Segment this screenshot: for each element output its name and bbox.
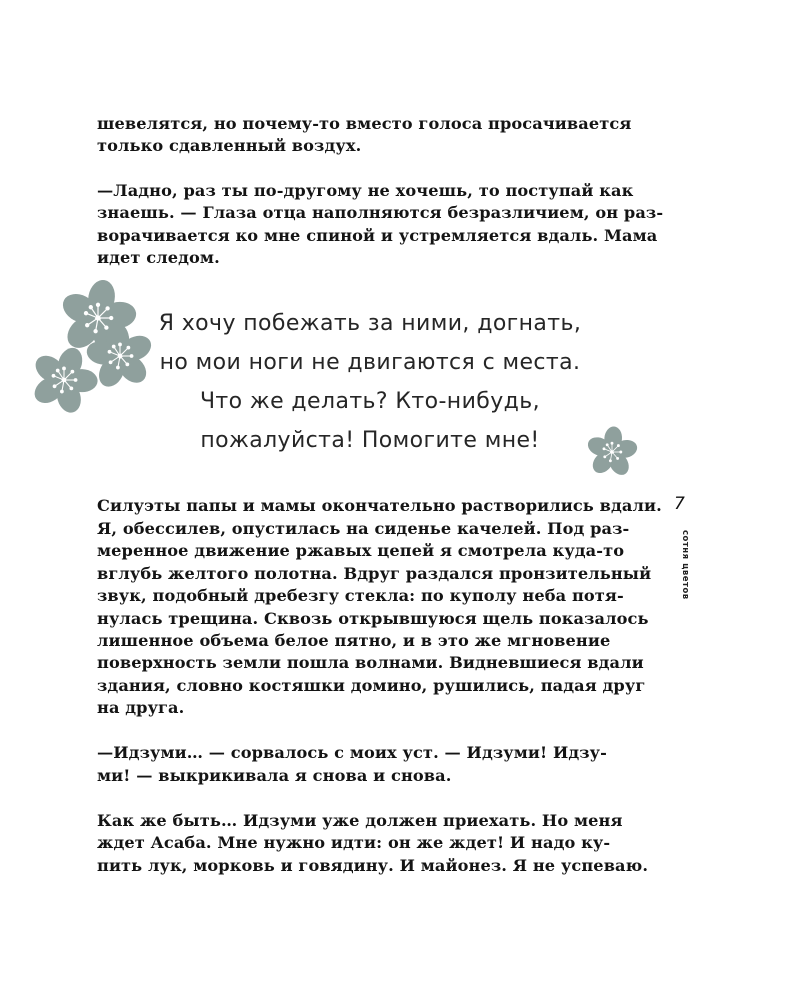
page-number: 7 [674,494,685,514]
text-line: —Ладно, раз ты по-другому не хочешь, то поступай как [97,181,634,200]
text-line: ворачивается ко мне спиной и устремляется вдаль. Мама [97,226,658,245]
text-line: идет следом. [97,248,220,267]
pull-quote-line: Я хочу побежать за ними, догнать, [158,311,582,336]
pull-quote-line: но мои ноги не двигаются с места. [159,350,581,375]
text-line: пить лук, морковь и говядину. И майонез. Я не успеваю. [97,856,649,875]
text-line: меренное движение ржавых цепей я смотрела куда-то [97,541,625,560]
text-line: ждет Асаба. Мне нужно идти: он же ждет! И надо ку- [97,833,611,852]
text-line: поверхность земли пошла волнами. Видневшиеся вдали [97,653,644,672]
running-title: сотня цветов [680,530,690,600]
pull-quote-line: пожалуйста! Помогите мне! [200,428,540,453]
text-line: знаешь. — Глаза отца наполняются безразличием, он раз- [97,203,664,222]
pull-quote-line: Что же делать? Кто-нибудь, [199,389,541,414]
text-line: Я, обессилев, опустилась на сиденье качелей. Под раз- [97,519,630,538]
text-line: Как же быть… Идзуми уже должен приехать. Но меня [97,811,623,830]
text-line: здания, словно костяшки домино, рушились, падая друг [97,676,646,695]
text-line: лишенное объема белое пятно, и в это же мгновение [97,631,611,650]
text-line: вглубь желтого полотна. Вдруг раздался пронзительный [97,564,652,583]
text-line: шевелятся, но почему-то вместо голоса просачивается [97,114,632,133]
text-line: только сдавленный воздух. [97,136,362,155]
text-line: на друга. [97,698,185,717]
text-line: —Идзуми… — сорвалось с моих уст. — Идзуми! Идзу- [97,743,607,762]
text-line: Силуэты папы и мамы окончательно растворились вдали. [97,496,662,515]
text-line: ми! — выкрикивала я снова и снова. [97,766,452,785]
text-line: звук, подобный дребезгу стекла: по куполу неба потя- [97,586,624,605]
text-line: нулась трещина. Сквозь открывшуюся щель показалось [97,609,649,628]
